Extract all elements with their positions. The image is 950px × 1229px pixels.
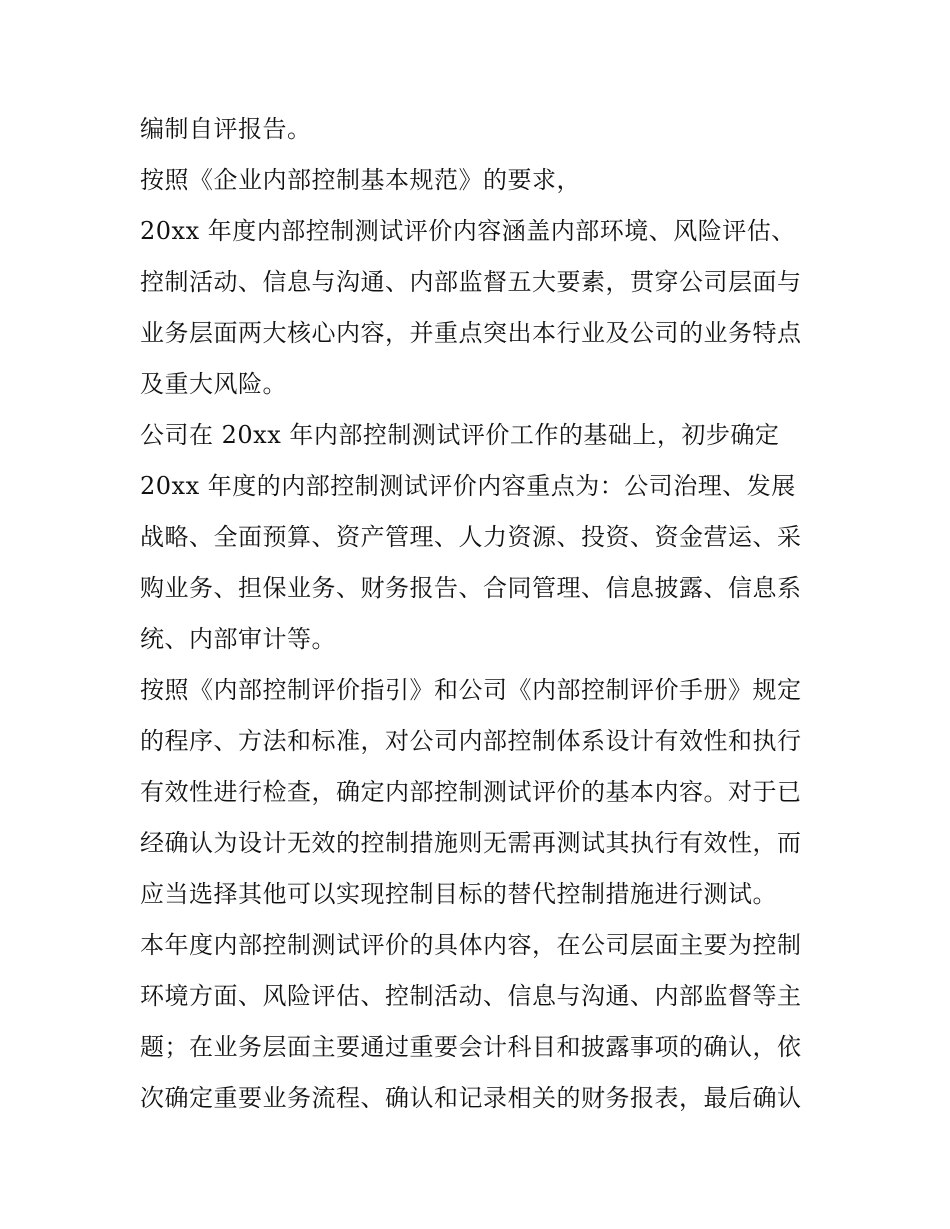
text-line: 环境方面、风险评估、控制活动、信息与沟通、内部监督等主 bbox=[140, 982, 802, 1010]
text-line: 战略、全面预算、资产管理、人力资源、投资、资金营运、采 bbox=[140, 523, 802, 551]
text-line: 控制活动、信息与沟通、内部监督五大要素，贯穿公司层面与 bbox=[140, 268, 802, 296]
text-line: 题；在业务层面主要通过重要会计科目和披露事项的确认，依 bbox=[140, 1033, 802, 1061]
text-line: 公司在 20xx 年内部控制测试评价工作的基础上，初步确定 bbox=[140, 421, 780, 449]
text-line: 本年度内部控制测试评价的具体内容，在公司层面主要为控制 bbox=[140, 931, 802, 959]
text-line: 有效性进行检查，确定内部控制测试评价的基本内容。对于已 bbox=[140, 778, 802, 806]
text-line: 及重大风险。 bbox=[140, 370, 287, 398]
text-line: 业务层面两大核心内容，并重点突出本行业及公司的业务特点 bbox=[140, 319, 802, 347]
text-line: 按照《企业内部控制基本规范》的要求， bbox=[140, 166, 581, 194]
text-line: 的程序、方法和标准，对公司内部控制体系设计有效性和执行 bbox=[140, 727, 802, 755]
text-line: 次确定重要业务流程、确认和记录相关的财务报表，最后确认 bbox=[140, 1084, 802, 1112]
text-line: 编制自评报告。 bbox=[140, 115, 312, 143]
document-body bbox=[140, 104, 830, 1124]
text-line: 统、内部审计等。 bbox=[140, 625, 336, 653]
text-line: 购业务、担保业务、财务报告、合同管理、信息披露、信息系 bbox=[140, 574, 802, 602]
text-line: 20xx 年度内部控制测试评价内容涵盖内部环境、风险评估、 bbox=[140, 217, 796, 245]
text-line: 按照《内部控制评价指引》和公司《内部控制评价手册》规定 bbox=[140, 676, 802, 704]
text-line: 应当选择其他可以实现控制目标的替代控制措施进行测试。 bbox=[140, 880, 777, 908]
text-line: 经确认为设计无效的控制措施则无需再测试其执行有效性，而 bbox=[140, 829, 802, 857]
text-line: 20xx 年度的内部控制测试评价内容重点为：公司治理、发展 bbox=[140, 472, 796, 500]
